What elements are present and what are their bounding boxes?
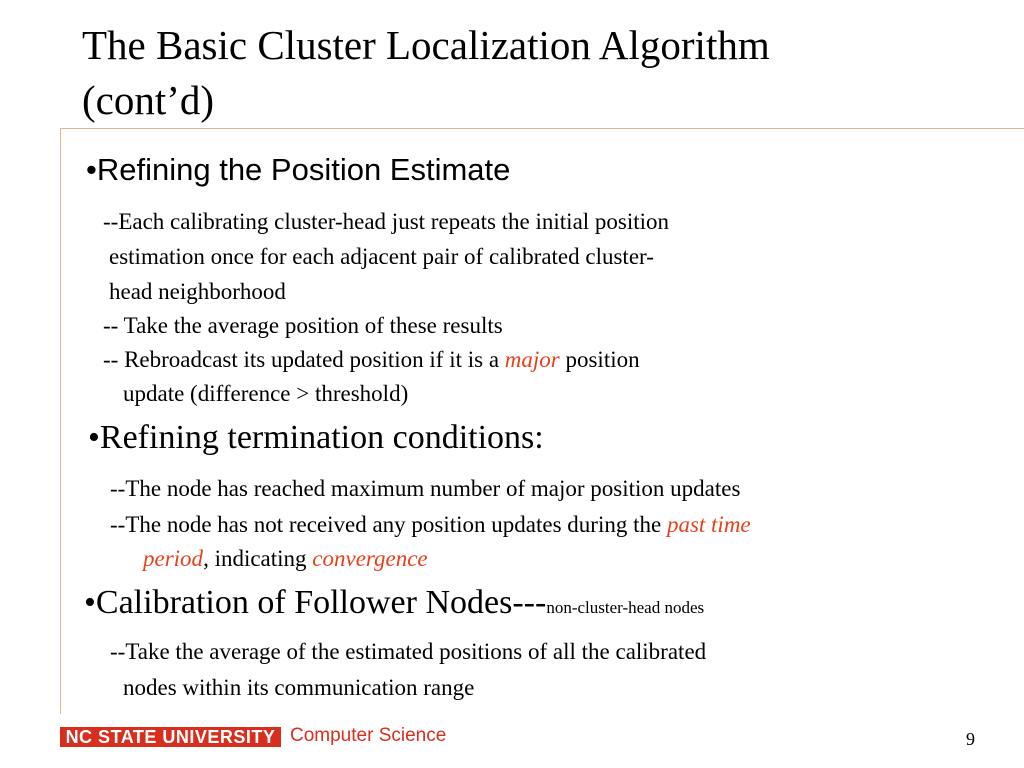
body-text: , indicating [203,546,313,571]
horizontal-divider [60,128,1024,129]
footer-department: Computer Science [290,725,447,746]
body-line: -- Take the average position of these results [103,313,503,338]
emphasis-text: convergence [312,546,428,571]
slide-title-line-1: The Basic Cluster Localization Algorithm [82,22,770,68]
page-number: 9 [966,729,975,749]
emphasis-text: period [143,546,204,571]
emphasis-text: past time [666,512,751,537]
body-text: position [559,347,640,372]
body-line-with-emphasis [110,511,751,539]
bullet-heading-termination: •Refining termination conditions: [88,419,544,456]
body-text: --The node has not received any position updates during the [110,512,667,537]
heading-subnote: non-cluster-head nodes [546,598,705,617]
body-line: --Take the average of the estimated positions of all the calibrated [110,639,707,664]
bullet-heading-refining-position: •Refining the Position Estimate [86,152,511,187]
body-line: nodes within its communication range [123,675,475,700]
body-line: estimation once for each adjacent pair of calibrated cluster- [109,244,654,269]
body-line: --Each calibrating cluster-head just repeats the initial position [103,209,670,234]
emphasis-text: major [504,347,560,372]
body-line: --The node has reached maximum number of major position updates [110,476,741,501]
body-line-with-emphasis [143,545,428,573]
bullet-heading-follower [84,584,704,627]
body-line: update (difference > threshold) [123,381,409,406]
body-line-with-emphasis [103,346,640,374]
body-line: head neighborhood [109,279,286,304]
slide-title-line-2: (cont’d) [82,77,215,123]
vertical-divider [60,128,61,714]
heading-text: •Calibration of Follower Nodes--- [84,584,547,621]
university-logo: NC STATE UNIVERSITY [65,727,276,747]
body-text: -- Rebroadcast its updated position if it is a [103,347,505,372]
